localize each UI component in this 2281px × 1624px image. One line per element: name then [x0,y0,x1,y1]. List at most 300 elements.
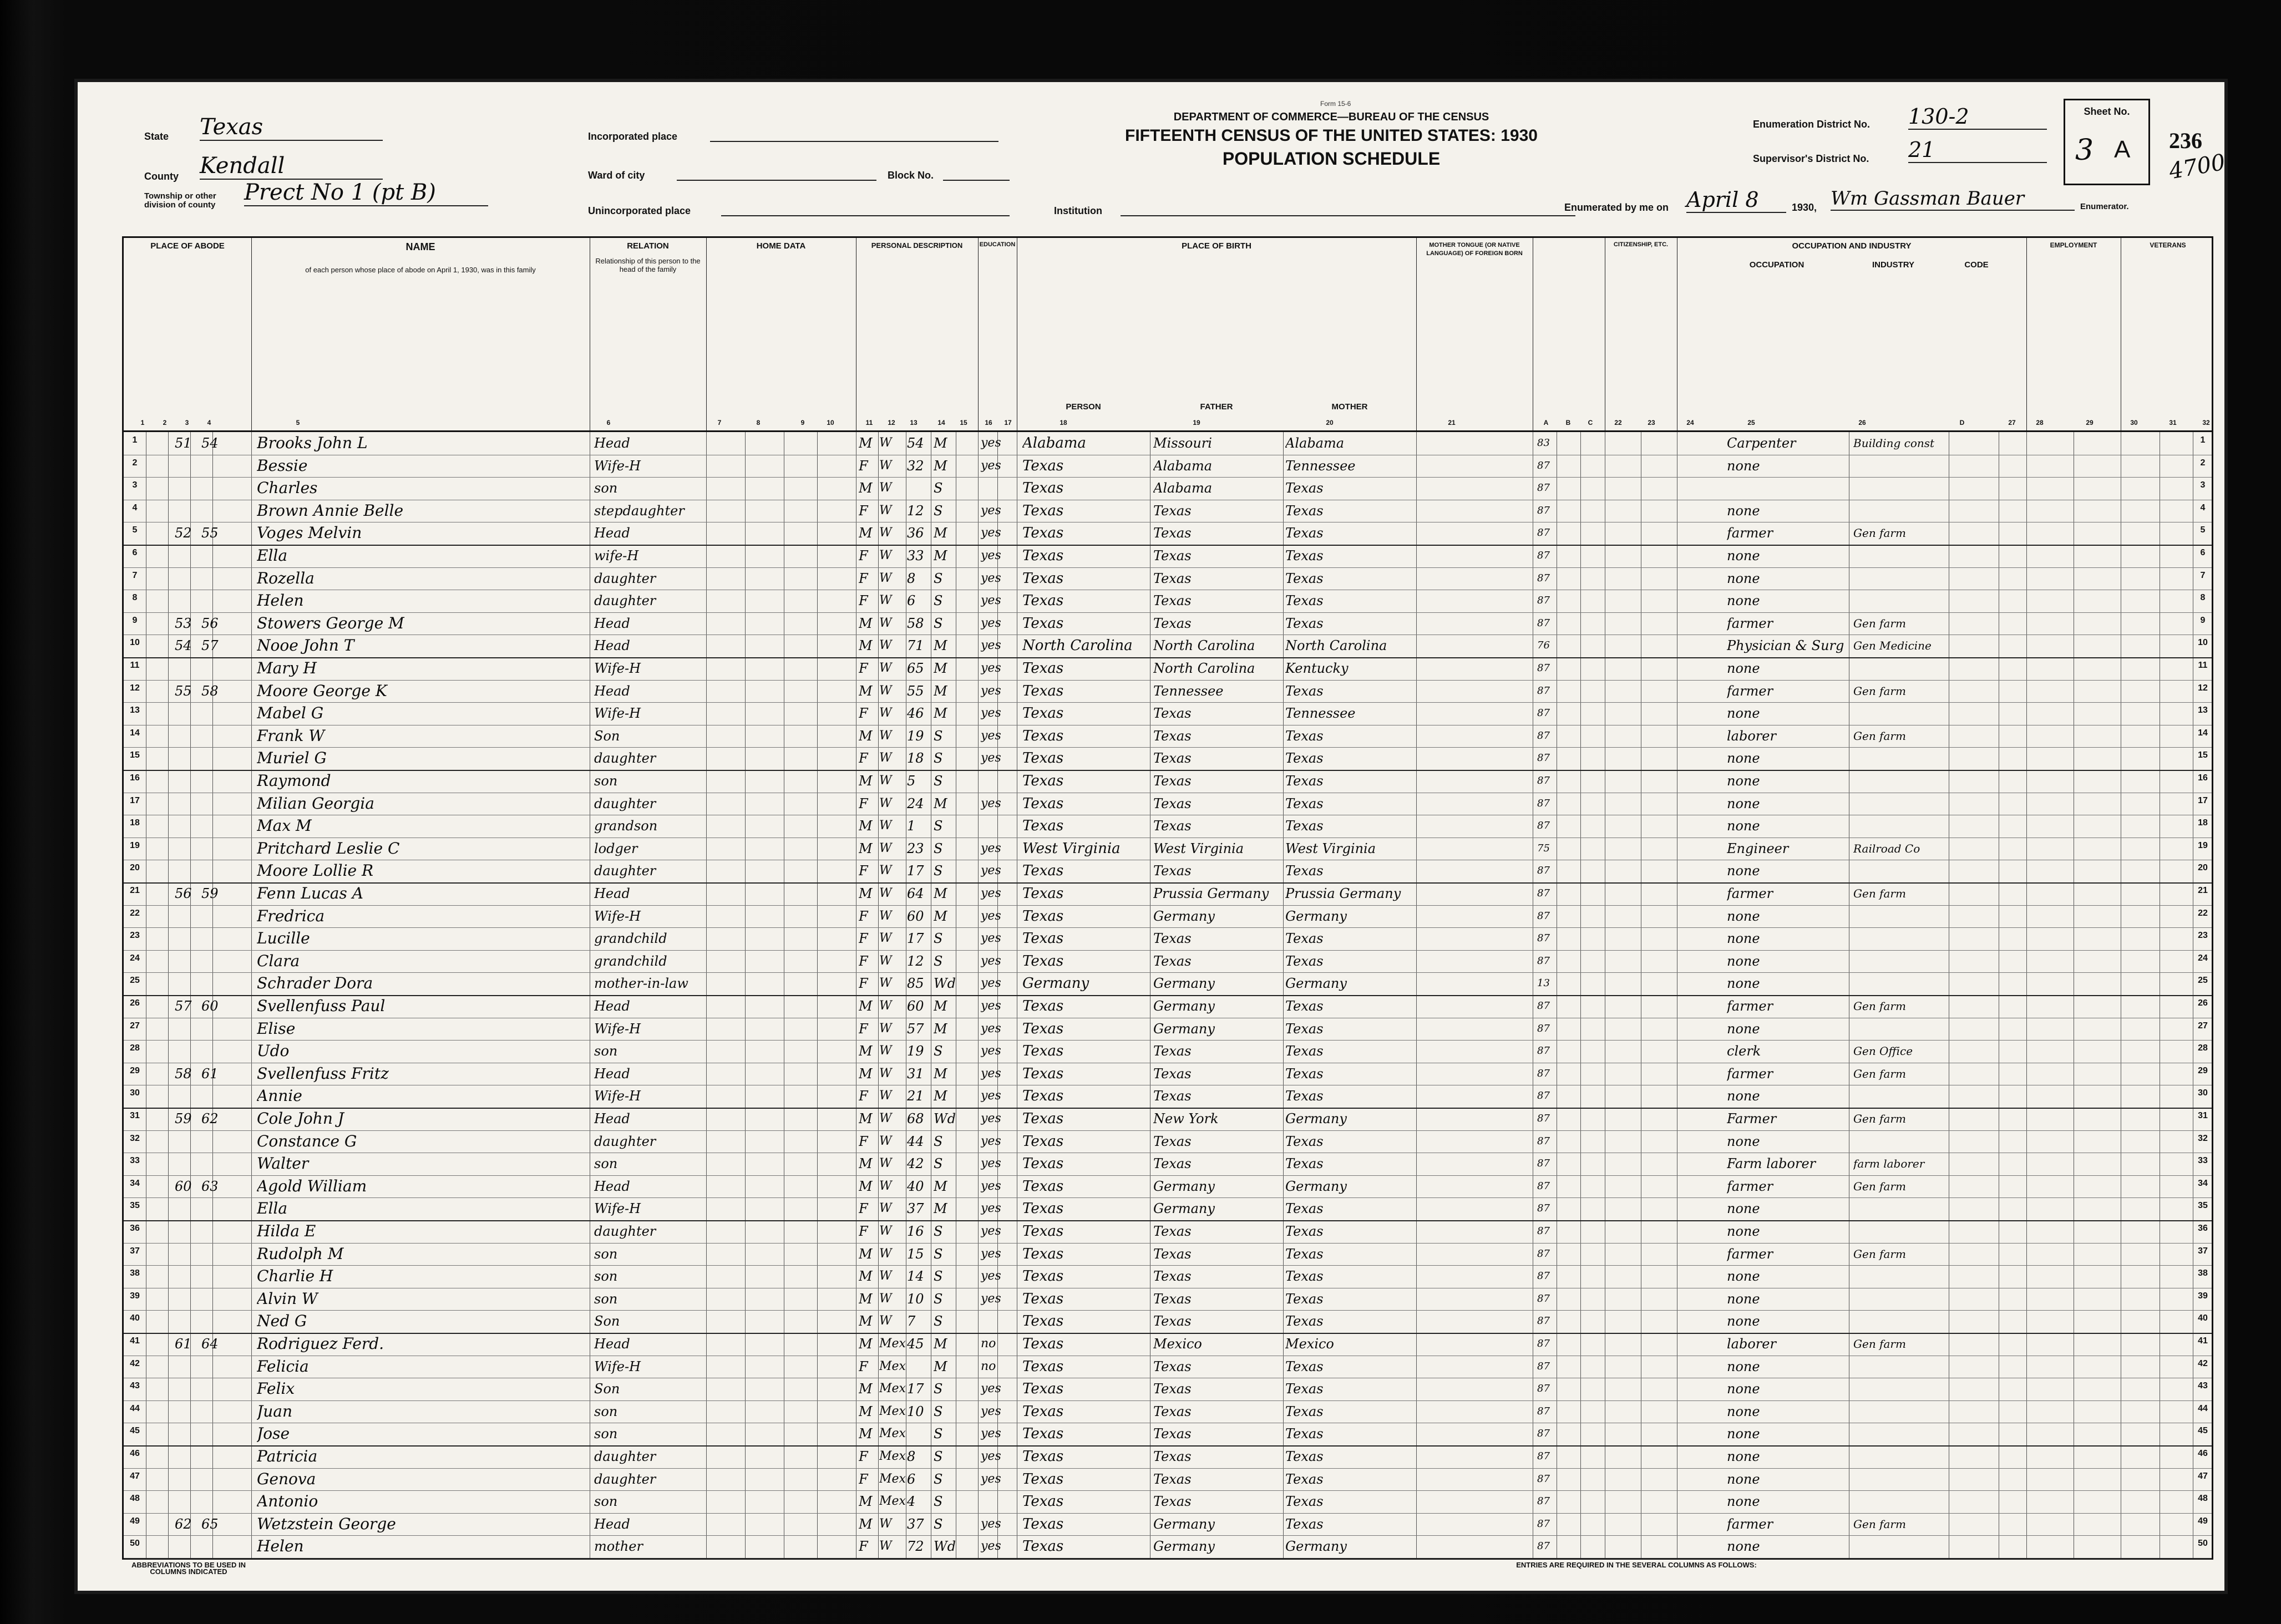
row-number: 49 [130,1516,140,1526]
cell-race: W [879,481,892,495]
cell-edu: yes [981,1269,1001,1283]
cell-age: 58 [907,615,924,631]
cell-pobf: Texas [1153,1043,1192,1059]
cell-occ: none [1727,1426,1760,1442]
table-row [124,1423,2212,1447]
cell-dw [175,839,199,859]
cell-code: 87 [1537,1247,1550,1260]
cell-code: 87 [1537,932,1550,945]
cell-pobm: Mexico [1285,1336,1334,1352]
table-row [124,657,2212,681]
cell-ind [1853,771,1953,791]
cell-edu: yes [981,796,1001,810]
cell-pob: Texas [1022,1403,1064,1420]
cell-code: 87 [1537,595,1550,607]
cell-sex: F [859,548,868,564]
cell-name: Elise [257,1019,296,1038]
cell-ind [1853,1289,1953,1309]
row-number: 5 [132,525,138,535]
cell-rel: Head [594,615,630,631]
cell-dw [175,1131,199,1151]
cell-edu: yes [981,616,1001,630]
cell-age: 54 [907,435,924,451]
cell-pobf: Prussia Germany [1153,886,1269,901]
row-number: 24 [130,953,140,963]
census-title: FIFTEENTH CENSUS OF THE UNITED STATES: 1930 [1125,126,1538,145]
row-number: 30 [130,1088,140,1098]
cell-dw [175,816,199,836]
cell-fam [201,1447,229,1466]
row-number: 25 [130,976,140,986]
cell-pobf: Germany [1153,908,1215,924]
row-number-right: 32 [2198,1133,2208,1143]
cell-pobf: Texas [1153,953,1192,969]
column-number: 24 [1686,419,1694,427]
cell-dw: 60 [175,1178,192,1194]
cell-edu: yes [981,841,1001,855]
cell-race: Mex [879,1427,906,1441]
column-number: 11 [865,419,873,427]
cell-name: Frank W [257,726,325,745]
cell-code: 87 [1537,752,1550,764]
table-row [124,905,2212,928]
row-number: 47 [130,1471,140,1481]
cell-pobf: Texas [1153,728,1192,744]
cell-pob: Texas [1022,1200,1064,1217]
cell-pobm: Texas [1285,931,1324,947]
row-number-right: 12 [2198,683,2208,693]
cell-sex: F [859,593,868,609]
cell-ind [1853,1424,1953,1444]
cell-pobm: Texas [1285,750,1324,767]
cell-sex: M [859,525,873,541]
cell-ms: S [934,1268,943,1285]
cell-ms: M [934,458,947,474]
cell-edu: yes [981,1224,1001,1238]
cell-pobf: North Carolina [1153,638,1255,654]
cell-rel: Wife-H [594,458,641,474]
cell-edu: yes [981,1156,1001,1171]
cell-ms: S [934,1426,943,1442]
cell-pob: Texas [1022,1290,1064,1307]
table-row [124,815,2212,838]
cell-ind [1853,1221,1953,1241]
incorporated-label: Incorporated place [588,131,678,142]
cell-pobm: Texas [1285,1516,1324,1532]
cell-edu: yes [981,593,1001,608]
cell-code: 75 [1537,842,1550,854]
cell-pobm: Texas [1285,1246,1324,1262]
row-number-right: 9 [2200,615,2206,625]
cell-dw [175,726,199,746]
pob-person-heading: PERSON [1066,402,1101,412]
cell-edu: yes [981,436,1001,450]
table-row [124,1310,2212,1334]
column-number: 6 [606,419,611,427]
group-citizenship: CITIZENSHIP, ETC. [1613,241,1669,248]
cell-code: 87 [1537,1067,1550,1079]
cell-pobm: Texas [1285,548,1324,564]
cell-sex: F [859,570,868,586]
cell-ms: S [934,840,943,856]
cell-pob: Texas [1022,885,1064,902]
table-row [124,882,2212,906]
cell-name: Charlie H [257,1267,333,1286]
cell-pob: Texas [1022,795,1064,812]
cell-pob: Texas [1022,998,1064,1014]
cell-ms: M [934,1021,947,1037]
cell-pob: Texas [1022,1110,1064,1127]
cell-ms: M [934,1201,947,1217]
cell-occ: none [1727,773,1760,789]
cell-pob: Texas [1022,1043,1064,1060]
column-number: 16 [985,419,992,427]
column-number: 20 [1326,419,1334,427]
ward-label: Ward of city [588,170,645,181]
table-row [124,635,2212,658]
cell-fam [201,1402,229,1422]
cell-race: W [879,1539,892,1554]
cell-race: Mex [879,1494,906,1509]
cell-sex: M [859,1381,873,1397]
table-row [124,793,2212,816]
cell-age: 72 [907,1539,924,1555]
cell-ind [1853,456,1953,476]
cell-ms: M [934,886,947,901]
cell-age: 44 [907,1133,924,1149]
cell-name: Clara [257,951,300,970]
cell-edu [981,816,1014,836]
cell-edu [981,771,1014,791]
row-number: 27 [130,1021,140,1031]
cell-pobf: Texas [1153,1065,1192,1082]
cell-fam [201,1491,229,1511]
cell-pobm: Texas [1285,773,1324,789]
cell-age: 21 [907,1088,924,1104]
cell-rel: Wife-H [594,1358,641,1374]
cell-dw: 62 [175,1516,192,1532]
cell-ind [1853,906,1953,926]
cell-code: 87 [1537,572,1550,584]
cell-age: 6 [907,1471,916,1487]
cell-edu: yes [981,1516,1001,1531]
cell-fam [201,1154,229,1174]
cell-pobm: Germany [1285,976,1347,992]
cell-edu: yes [981,1427,1001,1441]
cell-sex: M [859,728,873,744]
cell-rel: Wife-H [594,706,641,722]
column-number: 21 [1448,419,1456,427]
cell-occ: Physician & Surg [1727,638,1844,654]
cell-ms: S [934,1133,943,1149]
industry-heading: INDUSTRY [1872,260,1915,270]
cell-pob: Texas [1022,818,1064,835]
cell-fam [201,501,229,521]
schedule-grid [122,430,2213,1560]
cell-edu: yes [981,886,1001,900]
column-number: 7 [717,419,722,427]
cell-occ: none [1727,1291,1760,1307]
cell-edu: yes [981,864,1001,878]
row-number: 10 [130,638,140,648]
cell-ind [1853,1469,1953,1489]
cell-ms: S [934,750,943,767]
abbreviations-title: ABBREVIATIONS TO BE USED IN COLUMNS INDICATED [131,1561,246,1576]
cell-name: Patricia [257,1447,318,1465]
row-number-right: 23 [2198,931,2208,941]
table-row [124,1085,2212,1109]
cell-dw: 51 [175,435,192,451]
cell-ind: Gen farm [1853,999,1906,1013]
cell-rel: son [594,1156,618,1172]
table-row [124,522,2212,546]
cell-race: Mex [879,1471,906,1486]
cell-sex: M [859,1516,873,1532]
cell-name: Cole John J [257,1109,344,1128]
cell-occ: none [1727,548,1760,564]
cell-sex: F [859,661,868,676]
cell-rel: daughter [594,863,656,879]
cell-name: Fenn Lucas A [257,884,363,902]
cell-pobf: Germany [1153,976,1215,992]
cell-ms: M [934,638,947,654]
column-number: 31 [2169,419,2177,427]
cell-edu: yes [981,931,1001,946]
cell-race: W [879,1179,892,1193]
row-number-right: 37 [2198,1246,2208,1256]
row-number-right: 17 [2198,795,2208,805]
cell-code: 87 [1537,1158,1550,1170]
column-number: 17 [1004,419,1012,427]
cell-sex: M [859,1313,873,1329]
cell-edu: yes [981,526,1001,540]
cell-code: 87 [1537,1180,1550,1192]
cell-ms: S [934,818,943,834]
cell-age: 15 [907,1246,924,1262]
cell-pob: Texas [1022,1155,1064,1173]
column-number: 25 [1747,419,1755,427]
row-number: 6 [132,548,138,557]
cell-age: 42 [907,1156,924,1172]
cell-fam: 55 [201,525,219,541]
column-number: 19 [1193,419,1200,427]
cell-code: 87 [1537,955,1550,967]
cell-ms: M [934,908,947,924]
unincorporated-line [721,201,1010,216]
cell-age: 45 [907,1336,924,1352]
row-number-right: 28 [2198,1043,2208,1053]
cell-race: W [879,549,892,562]
cell-pobm: Germany [1285,908,1347,924]
cell-rel: daughter [594,570,656,586]
stamp-number: 236 [2169,128,2202,153]
cell-ind [1853,501,1953,521]
cell-code: 87 [1537,910,1550,922]
sheet-number-box [2064,99,2150,185]
column-number: 5 [296,419,300,427]
cell-occ: none [1727,1494,1760,1510]
cell-ind: Railroad Co [1853,841,1920,855]
cell-pobf: Texas [1153,773,1192,789]
cell-fam: 63 [201,1178,219,1194]
cell-occ: farmer [1727,683,1773,699]
cell-pobm: Texas [1285,1065,1324,1082]
cell-age: 6 [907,593,916,609]
cell-occ: none [1727,1471,1760,1487]
cell-pobm: Texas [1285,795,1324,811]
cell-race: W [879,796,892,810]
cell-pob: Texas [1022,930,1064,947]
cell-code: 87 [1537,684,1550,697]
cell-edu: yes [981,706,1001,720]
cell-ms: M [934,706,947,722]
cell-dw [175,1402,199,1422]
cell-race: Mex [879,1382,906,1396]
cell-name: Brooks John L [257,434,368,452]
column-number: 3 [185,419,189,427]
cell-sex: M [859,773,873,789]
cell-dw [175,748,199,768]
cell-pobf: Texas [1153,1246,1192,1262]
cell-edu [981,1491,1014,1511]
sheet-number: 3 [2075,134,2094,167]
cell-ms: S [934,863,943,879]
cell-pob: Texas [1022,862,1064,880]
cell-ms: S [934,1156,943,1172]
cell-age: 7 [907,1313,916,1329]
cell-pobf: Alabama [1153,458,1213,474]
cell-rel: son [594,1494,618,1510]
cell-dw [175,1311,199,1331]
cell-name: Bessie [257,456,308,475]
cell-race: W [879,661,892,675]
cell-edu: yes [981,976,1001,991]
cell-edu: yes [981,1404,1001,1418]
cell-occ: none [1727,863,1760,879]
cell-age: 14 [907,1268,924,1285]
cell-pobf: Texas [1153,1403,1192,1419]
cell-ind [1853,658,1953,678]
cell-name: Mabel G [257,704,324,723]
cell-ind [1853,569,1953,588]
cell-age: 32 [907,458,924,474]
cell-age: 12 [907,953,924,969]
cell-pob: Texas [1022,592,1064,610]
cell-fam [201,546,229,566]
cell-fam [201,1536,229,1556]
form-number: Form 15-6 [1320,100,1351,108]
cell-name: Ella [257,1199,288,1218]
cell-occ: none [1727,1449,1760,1464]
cell-ms: S [934,953,943,969]
cell-pobm: Kentucky [1285,661,1349,676]
cell-dw [175,794,199,814]
table-row [124,1153,2212,1176]
cell-race: W [879,1516,892,1531]
cell-pobf: West Virginia [1153,840,1244,856]
cell-age: 18 [907,750,924,767]
column-number: 28 [2036,419,2044,427]
cell-dw [175,703,199,723]
cell-edu: yes [981,661,1001,675]
cell-sex: M [859,435,873,451]
cell-race: W [879,999,892,1013]
cell-occ: none [1727,1133,1760,1149]
cell-dw [175,906,199,926]
cell-name: Walter [257,1154,309,1173]
row-number: 22 [130,908,140,918]
table-row [124,1040,2212,1063]
township-label: Township or other division of county [144,191,216,210]
cell-pob: Texas [1022,1381,1064,1398]
cell-sex: F [859,908,868,924]
column-number: 32 [2202,419,2210,427]
cell-rel: Son [594,1313,620,1329]
cell-pobm: Germany [1285,1178,1347,1194]
cell-pobf: Texas [1153,863,1192,879]
cell-name: Mary H [257,659,317,677]
cell-ind: Gen farm [1853,1247,1906,1261]
cell-fam: 56 [201,615,219,631]
row-number: 8 [132,593,138,603]
cell-pob: North Carolina [1022,637,1133,654]
group-occupation: OCCUPATION AND INDUSTRY [1792,241,1912,251]
cell-rel: Son [594,728,620,744]
cell-name: Alvin W [257,1289,318,1308]
cell-ind: Gen farm [1853,887,1906,900]
cell-name: Fredrica [257,906,325,925]
column-number: 13 [910,419,918,427]
cell-edu: yes [981,1246,1001,1261]
cell-occ: Carpenter [1727,435,1796,451]
cell-name: Hilda E [257,1222,316,1240]
cell-pobm: Texas [1285,1133,1324,1149]
cell-pobm: Texas [1285,1268,1324,1285]
cell-pobm: Texas [1285,1201,1324,1217]
cell-pobm: Alabama [1285,435,1345,451]
column-number: 14 [937,419,945,427]
table-row [124,1490,2212,1514]
cell-fam [201,726,229,746]
cell-dw [175,861,199,881]
cell-ms: S [934,1471,943,1487]
cell-fam [201,816,229,836]
pob-father-heading: FATHER [1200,402,1233,412]
cell-rel: Head [594,638,630,654]
cell-pob: Texas [1022,615,1064,632]
cell-fam [201,456,229,476]
cell-age: 60 [907,998,924,1014]
cell-edu: yes [981,909,1001,923]
cell-pobm: Texas [1285,683,1324,699]
cell-fam [201,1289,229,1309]
cell-sex: M [859,1156,873,1172]
cell-code: 87 [1537,1000,1550,1012]
cell-pob: Texas [1022,1223,1064,1240]
cell-dw [175,658,199,678]
cell-ind [1853,1266,1953,1286]
cell-dw [175,1041,199,1061]
cell-fam [201,748,229,768]
cell-sex: M [859,1336,873,1352]
cell-fam: 65 [201,1516,219,1532]
cell-race: W [879,526,892,540]
cell-pobm: Texas [1285,593,1324,609]
table-row [124,1018,2212,1041]
cell-dw [175,1536,199,1556]
cell-rel: son [594,1043,618,1059]
cell-rel: Head [594,435,630,451]
